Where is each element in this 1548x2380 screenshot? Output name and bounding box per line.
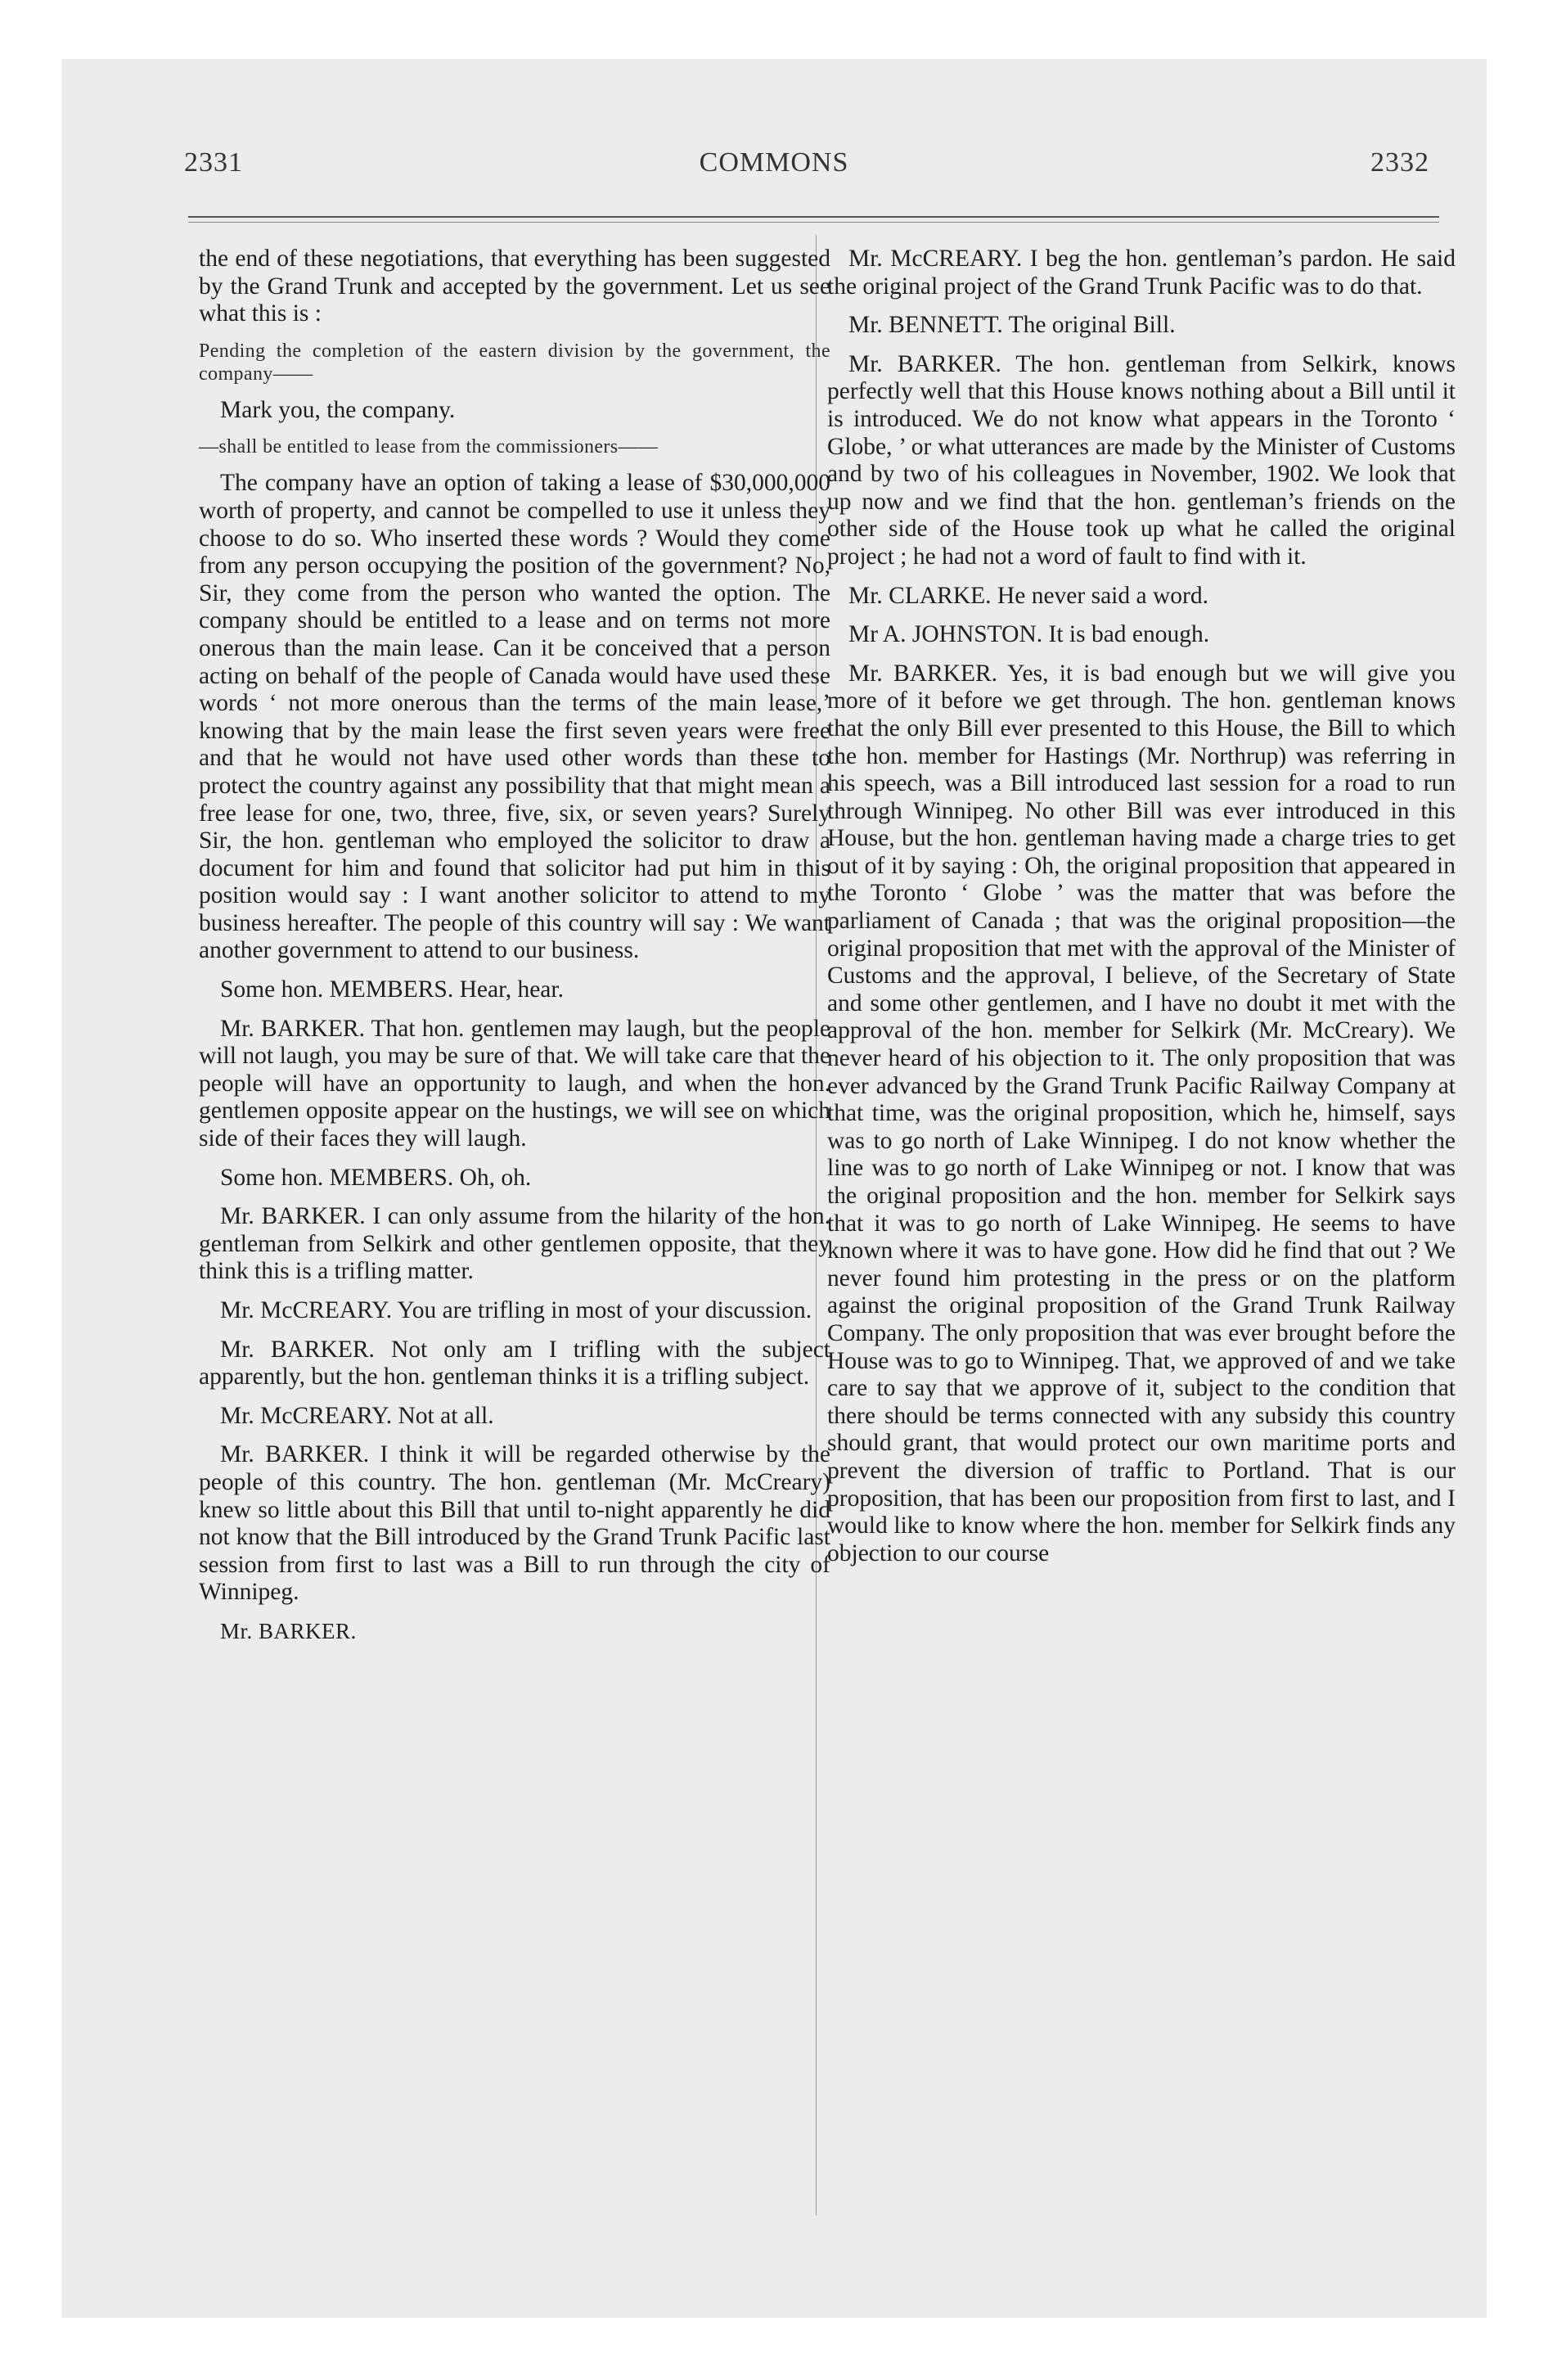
page-number-left: 2331 bbox=[184, 147, 243, 178]
quoted-text: Pending the completion of the eastern division by the government, the company—— bbox=[199, 340, 830, 385]
paragraph: Mr. BARKER. I think it will be regarded otherwise by the people of this country. The hon. gentleman (Mr. McCreary) knew so little about this Bill that until to-night apparently he did not know that the Bill introduced by the Grand Trunk Pacific last session from first to last was a Bill to run through the city of Winnipeg. bbox=[199, 1441, 830, 1606]
right-column bbox=[827, 246, 1456, 1579]
paragraph: Mr. CLARKE. He never said a word. bbox=[848, 582, 1208, 609]
paragraph: Mr. BARKER. I can only assume from the hilarity of the hon. gentleman from Selkirk and other gentlemen opposite, that they think this is a trifling matter. bbox=[199, 1203, 830, 1285]
quoted-text: —shall be entitled to lease from the commissioners—— bbox=[199, 436, 659, 458]
paragraph: Mr. BARKER. Not only am I trifling with the subject apparently, but the hon. gentleman thinks it is a trifling subject. bbox=[199, 1336, 830, 1391]
column-footer: Mr. BARKER. bbox=[220, 1618, 357, 1643]
paragraph: Mr. BARKER. The hon. gentleman from Selkirk, knows perfectly well that this House knows nothing about a Bill until it is introduced. We do not know what appears in the Toronto ‘ Globe, ’ or what utterances are made by the Minister of Customs and by two of his colleagues in November, 1902. We look that up now and we find that the hon. gentleman’s friends on the other side of the House took up what he called the original project ; he had not a word of fault to find with it. bbox=[827, 350, 1456, 570]
paragraph: Mr. McCREARY. You are trifling in most of your discussion. bbox=[220, 1297, 812, 1323]
paragraph: Mr. BENNETT. The original Bill. bbox=[848, 312, 1176, 339]
paragraph: the end of these negotiations, that everything has been suggested by the Grand Trunk and accepted by the government. Let us see what this is : bbox=[199, 246, 830, 327]
paragraph: Some hon. MEMBERS. Hear, hear. bbox=[220, 976, 564, 1003]
document-page bbox=[61, 59, 1487, 2318]
paragraph: Mark you, the company. bbox=[220, 396, 456, 423]
paragraph: Mr. McCREARY. I beg the hon. gentleman’s pardon. He said the original project of the Grand Trunk Pacific was to do that. bbox=[827, 246, 1456, 300]
page-number-right: 2332 bbox=[1370, 147, 1429, 178]
paragraph: Mr. BARKER. That hon. gentlemen may laugh, but the people will not laugh, you may be sure of that. We will take care that the people will have an opportunity to laugh, and when the hon. gentlemen opposite appear on the hustings, we will see on which side of their faces they will laugh. bbox=[199, 1015, 830, 1152]
paragraph: Mr. McCREARY. Not at all. bbox=[220, 1402, 494, 1429]
page-header bbox=[61, 147, 1487, 188]
paragraph: The company have an option of taking a lease of $30,000,000 worth of property, and cannot be compelled to use it unless they choose to do so. Who inserted these words ? Would they come from any person occupying the position of the government? No, Sir, they come from the person who wanted the option. The company should be entitled to a lease and on terms not more onerous than the main lease. Can it be conceived that a person acting on behalf of the people of Canada would have used these words ‘ not more onerous than the terms of the main lease,’ knowing that by the main lease the first seven years were free and that he would not have used other words than these to protect the country against any possibility that that might mean a free lease for one, two, three, five, six, or seven years? Surely Sir, the hon. gentleman who employed the solicitor to draw a document for him and found that solicitor had put him in this position would say : I want another solicitor to attend to my business hereafter. The people of this country will say : We want another government to attend to our business. bbox=[199, 470, 830, 964]
header-rule-thin bbox=[188, 222, 1439, 223]
paragraph: Mr. BARKER. Yes, it is bad enough but we will give you more of it before we get through. The hon. gentleman knows that the only Bill ever presented to this House, the Bill to which the hon. member for Hastings (Mr. Northrup) was referring in his speech, was a Bill introduced last session for a road to run through Winnipeg. No other Bill was ever introduced in this House, but the hon. gentleman having made a charge tries to get out of it by saying : Oh, the original proposition that appeared in the Toronto ‘ Globe ’ was the matter that was before the parliament of Canada ; that was the original proposition—the original proposition that met with the approval of the Minister of Customs and the approval, I believe, of the Secretary of State and some other gentlemen, and I have no doubt it met with the approval of the hon. member for Selkirk (Mr. McCreary). We never heard of his objection to it. The only proposition that was ever advanced by the Grand Trunk Pacific Railway Company at that time, was the original proposition, which he, himself, says was to go north of Lake Winnipeg. I do not know whether the line was to go north of Lake Winnipeg or not. I know that was the original proposition and the hon. member for Selkirk says that it was to go north of Lake Winnipeg. He seems to have known where it was to have gone. How did he find that out ? We never found him protesting in the press or on the platform against the original proposition of the Grand Trunk Railway Company. The only proposition that was ever brought before the House was to go to Winnipeg. That, we approved of and we take care to say that we approve of it, subject to the condition that there should be terms connected with any subsidy this country should grant, that would protect our own maritime ports and prevent the diversion of traffic to Portland. That is our proposition, that has been our proposition from first to last, and I would like to know where the hon. member for Selkirk finds any objection to our course bbox=[827, 660, 1456, 1566]
paragraph: Some hon. MEMBERS. Oh, oh. bbox=[220, 1164, 532, 1191]
header-rule bbox=[188, 216, 1439, 218]
running-title: COMMONS bbox=[699, 147, 849, 178]
paragraph: Mr A. JOHNSTON. It is bad enough. bbox=[848, 621, 1210, 648]
left-column bbox=[199, 246, 830, 1657]
